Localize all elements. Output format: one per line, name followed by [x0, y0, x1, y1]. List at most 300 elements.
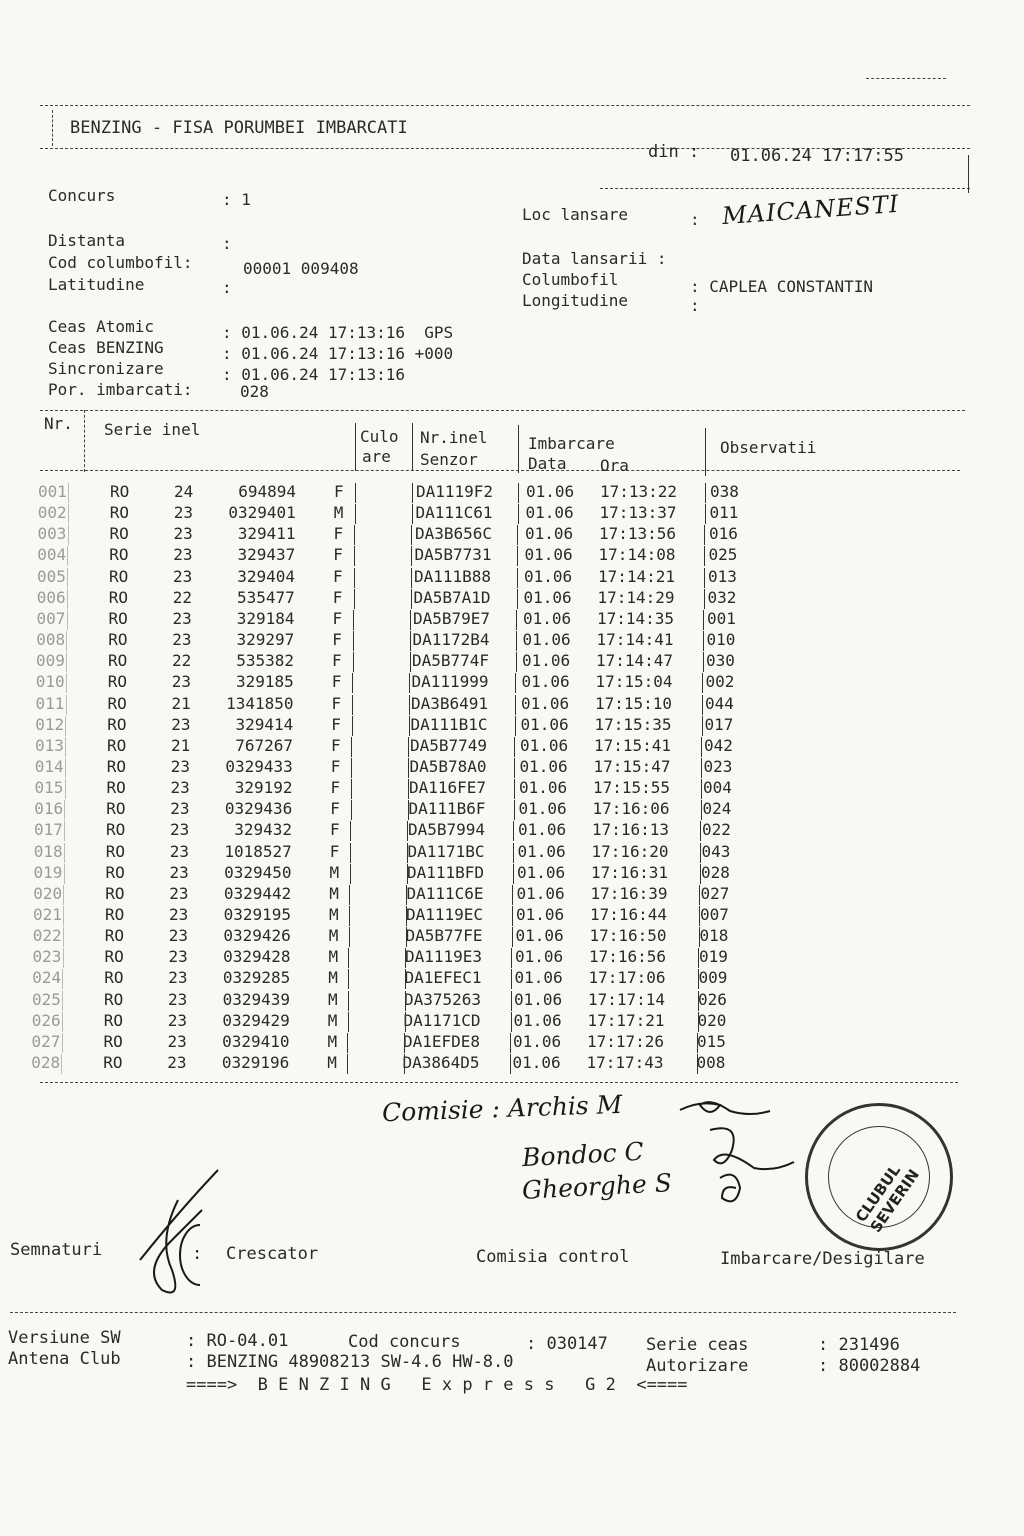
row-year: 23 [168, 968, 188, 988]
columbofil-value: : CAPLEA CONSTANTIN [690, 277, 874, 296]
row-time: 17:16:39 [590, 883, 668, 903]
commission-line-2: Bondoc C [521, 1136, 645, 1173]
row-number: 018 [33, 841, 63, 861]
row-sensor-id: DA111C6E [406, 883, 484, 903]
row-observatii: 007 [700, 905, 729, 924]
row-observatii: 025 [708, 545, 738, 565]
print-timestamp: 01.06.24 17:17:55 [730, 146, 904, 166]
loc-lansare-handwritten: MAICANESTI [721, 189, 901, 231]
row-time: 17:15:55 [593, 778, 671, 798]
row-year: 23 [169, 862, 189, 882]
row-year: 21 [171, 735, 191, 755]
row-sensor-id: DA5B7994 [408, 820, 486, 840]
row-observatii: 019 [699, 947, 728, 967]
row-year: 23 [169, 905, 189, 924]
row-country: RO [103, 1053, 123, 1073]
row-year: 23 [170, 778, 190, 798]
row-number: 005 [37, 566, 66, 586]
row-country: RO [105, 862, 125, 882]
row-sex: M [329, 883, 339, 903]
row-sex: F [330, 756, 341, 776]
row-country: RO [109, 566, 129, 586]
row-date: 01.06 [514, 989, 563, 1009]
row-date: 01.06 [525, 524, 574, 544]
row-year: 23 [170, 820, 190, 840]
row-ring-number: 0329195 [223, 905, 291, 924]
latitudine-value: : [222, 278, 232, 297]
row-time: 17:14:47 [596, 651, 674, 671]
row-sensor-id: DA1EFEC1 [404, 968, 482, 988]
row-sensor-id: DA111B1C [410, 714, 488, 734]
row-sensor-id: DA1119F2 [416, 482, 494, 501]
distanta-label: Distanta [48, 231, 126, 250]
row-number: 026 [31, 1010, 61, 1030]
distanta-value: : [222, 234, 232, 253]
row-observatii: 030 [706, 651, 735, 671]
row-ring-number: 767267 [235, 735, 293, 755]
row-date: 01.06 [522, 630, 571, 650]
row-time: 17:14:21 [598, 566, 676, 586]
antena-value: : BENZING 48908213 SW-4.6 HW-8.0 [186, 1352, 514, 1372]
autorizare-value: : 80002884 [818, 1356, 921, 1376]
row-time: 17:16:31 [591, 862, 669, 882]
row-time: 17:17:43 [586, 1053, 664, 1073]
row-observatii: 026 [698, 989, 727, 1009]
row-date: 01.06 [519, 778, 568, 798]
row-sex: F [331, 735, 341, 755]
row-date: 01.06 [512, 1053, 561, 1073]
crescator-label: Crescator [226, 1244, 319, 1264]
loc-lansare-colon: : [690, 210, 700, 229]
row-time: 17:14:35 [597, 608, 675, 628]
row-sensor-id: DA1119EC [406, 905, 484, 924]
header-culoare-2: are [362, 447, 391, 466]
row-date: 01.06 [515, 926, 564, 946]
row-date: 01.06 [517, 862, 566, 882]
row-date: 01.06 [513, 1010, 562, 1030]
row-country: RO [109, 524, 129, 544]
row-country: RO [104, 926, 125, 946]
row-observatii: 038 [710, 482, 739, 501]
row-sex: F [333, 545, 343, 565]
row-date: 01.06 [514, 968, 563, 988]
ceas-atomic-value: : 01.06.24 17:13:16 GPS [222, 323, 454, 342]
row-time: 17:15:10 [595, 693, 673, 713]
row-ring-number: 329297 [236, 630, 295, 650]
row-time: 17:16:20 [591, 841, 669, 861]
row-time: 17:13:22 [600, 482, 678, 501]
row-year: 23 [173, 503, 194, 523]
row-number: 012 [35, 714, 65, 734]
row-sensor-id: DA5B78A0 [409, 756, 487, 776]
sincronizare-value: : 01.06.24 17:13:16 [222, 365, 406, 384]
row-ring-number: 329411 [237, 524, 296, 544]
ceas-atomic-label: Ceas Atomic [48, 317, 154, 336]
row-ring-number: 0329436 [224, 799, 293, 819]
row-date: 01.06 [515, 947, 564, 967]
row-year: 23 [170, 756, 191, 776]
semnaturi-colon: : [192, 1244, 203, 1264]
serie-ceas-label: Serie ceas [646, 1335, 749, 1355]
header-nr-inel-2: Senzor [420, 450, 478, 469]
row-date: 01.06 [516, 883, 565, 903]
row-year: 21 [171, 693, 191, 713]
row-country: RO [104, 989, 124, 1009]
row-number: 015 [34, 778, 64, 798]
row-sex: M [328, 947, 339, 967]
row-sensor-id: DA5B7749 [410, 735, 488, 755]
row-year: 23 [172, 630, 192, 650]
row-ring-number: 0329401 [228, 503, 296, 523]
row-date: 01.06 [521, 672, 570, 692]
cod-concurs-value: : 030147 [526, 1334, 608, 1354]
row-sensor-id: DA111BFD [407, 862, 485, 882]
row-date: 01.06 [524, 545, 573, 565]
row-country: RO [108, 608, 128, 628]
row-number: 008 [36, 630, 66, 650]
row-observatii: 017 [704, 714, 734, 734]
row-observatii: 001 [707, 608, 736, 628]
cod-columbofil-label: Cod columbofil: [48, 253, 193, 272]
porumbei-imbarcati-value: 028 [240, 382, 269, 401]
row-sensor-id: DA111C61 [415, 503, 493, 523]
row-number: 020 [33, 883, 63, 903]
row-observatii: 016 [709, 524, 738, 544]
row-sensor-id: DA1171BC [407, 841, 485, 861]
semnaturi-label: Semnaturi [10, 1240, 103, 1260]
row-observatii: 023 [703, 756, 733, 776]
row-sensor-id: DA5B77FE [405, 926, 483, 946]
row-sensor-id: DA3B656C [415, 524, 493, 544]
row-sex: F [329, 841, 340, 861]
document-title: BENZING - FISA PORUMBEI IMBARCATI [70, 118, 408, 138]
row-year: 23 [172, 608, 192, 628]
row-date: 01.06 [521, 693, 570, 713]
row-sensor-id: DA3B6491 [411, 693, 489, 713]
row-sex: M [333, 503, 344, 523]
row-country: RO [105, 905, 125, 924]
row-ring-number: 329404 [237, 566, 295, 586]
row-sensor-id: DA375263 [404, 989, 482, 1009]
row-sensor-id: DA1171CD [403, 1010, 481, 1030]
row-year: 23 [169, 841, 190, 861]
row-ring-number: 329437 [237, 545, 296, 565]
row-ring-number: 0329429 [222, 1010, 290, 1030]
row-number: 014 [34, 756, 64, 776]
ceas-benzing-value: : 01.06.24 17:13:16 +000 [222, 344, 454, 363]
header-nr: Nr. [44, 414, 73, 433]
row-sex: F [330, 778, 341, 798]
row-country: RO [105, 841, 126, 861]
data-lansarii-label: Data lansarii : [522, 249, 667, 268]
header-nr-inel-1: Nr.inel [420, 428, 488, 447]
concurs-value: : 1 [222, 190, 251, 209]
row-country: RO [104, 947, 124, 967]
row-country: RO [105, 883, 125, 903]
row-time: 17:15:47 [593, 756, 671, 776]
row-number: 019 [33, 862, 63, 882]
row-country: RO [108, 651, 128, 671]
row-country: RO [106, 799, 126, 819]
footer-top-rule [10, 1312, 956, 1313]
row-country: RO [110, 482, 130, 501]
row-sex: M [328, 989, 338, 1009]
row-ring-number: 1018527 [224, 841, 292, 861]
row-number: 022 [32, 926, 62, 946]
row-sex: F [334, 482, 344, 501]
row-number: 002 [37, 503, 67, 523]
row-sex: M [329, 862, 340, 882]
row-ring-number: 329192 [234, 778, 293, 798]
serie-ceas-value: : 231496 [818, 1335, 900, 1355]
row-country: RO [106, 778, 126, 798]
row-year: 23 [168, 989, 188, 1009]
row-ring-number: 329185 [235, 672, 294, 692]
header-ora: Ora [600, 456, 629, 475]
row-sex: F [332, 587, 343, 607]
row-observatii: 010 [706, 630, 736, 650]
imbarcare-desigilare-label: Imbarcare/Desigilare [720, 1249, 925, 1269]
row-date: 01.06 [517, 841, 566, 861]
row-observatii: 013 [708, 566, 737, 586]
row-sex: F [333, 566, 343, 586]
row-date: 01.06 [526, 482, 575, 501]
row-time: 17:15:04 [595, 672, 673, 692]
row-sensor-id: DA5B7731 [414, 545, 492, 565]
row-time: 17:13:56 [599, 524, 677, 544]
row-observatii: 002 [705, 672, 735, 692]
row-sensor-id: DA111B6F [408, 799, 486, 819]
latitudine-label: Latitudine [48, 275, 145, 294]
row-sex: F [332, 630, 342, 650]
commission-line-1: Comisie : Archis M [381, 1089, 623, 1128]
porumbei-imbarcati-label: Por. imbarcati: [48, 380, 193, 399]
stamp-center-text: CLUBUL SEVERIN [851, 1161, 923, 1236]
row-sex: F [331, 693, 342, 713]
row-ring-number: 535477 [236, 587, 295, 607]
row-sex: M [327, 1053, 337, 1073]
row-time: 17:17:06 [588, 968, 666, 988]
row-number: 011 [35, 693, 65, 713]
row-country: RO [103, 1010, 124, 1030]
row-observatii: 043 [701, 841, 731, 861]
row-sex: M [327, 1010, 338, 1030]
row-time: 17:15:41 [594, 735, 672, 755]
antena-label: Antena Club [8, 1349, 121, 1369]
row-ring-number: 0329196 [221, 1053, 290, 1073]
row-observatii: 042 [704, 735, 733, 755]
row-sensor-id: DA111B88 [414, 566, 492, 586]
header-culoare-1: Culo [360, 427, 399, 446]
row-number: 017 [34, 820, 63, 840]
row-observatii: 028 [701, 862, 730, 882]
row-number: 025 [32, 989, 61, 1009]
row-sex: F [330, 799, 340, 819]
row-time: 17:15:35 [594, 714, 672, 734]
row-number: 004 [37, 545, 67, 565]
row-time: 17:13:37 [599, 503, 677, 523]
row-year: 23 [173, 545, 193, 565]
row-number: 023 [32, 947, 62, 967]
versiune-label: Versiune SW [8, 1328, 121, 1348]
row-country: RO [107, 693, 127, 713]
row-number: 006 [36, 587, 66, 607]
row-country: RO [106, 820, 126, 840]
row-time: 17:14:29 [597, 587, 675, 607]
row-ring-number: 0329428 [223, 947, 291, 967]
row-year: 23 [173, 566, 193, 586]
row-observatii: 011 [709, 503, 739, 523]
row-observatii: 018 [699, 926, 729, 946]
row-ring-number: 535382 [236, 651, 294, 671]
cod-columbofil-value: 00001 009408 [243, 259, 359, 278]
row-date: 01.06 [522, 651, 571, 671]
row-year: 22 [172, 587, 193, 607]
commission-line-3: Gheorghe S [521, 1168, 673, 1205]
row-year: 23 [167, 1010, 188, 1030]
row-country: RO [103, 1031, 123, 1051]
row-observatii: 032 [707, 587, 737, 607]
row-sensor-id: DA5B774F [412, 651, 490, 671]
row-number: 003 [37, 524, 67, 544]
row-observatii: 027 [700, 883, 730, 903]
row-observatii: 008 [696, 1053, 726, 1073]
row-number: 013 [35, 735, 64, 755]
row-sensor-id: DA1119E3 [405, 947, 483, 967]
row-country: RO [108, 630, 128, 650]
row-sex: F [332, 651, 342, 671]
row-country: RO [104, 968, 124, 988]
row-date: 01.06 [520, 735, 569, 755]
row-ring-number: 329432 [234, 820, 292, 840]
sincronizare-label: Sincronizare [48, 359, 164, 378]
row-sensor-id: DA116FE7 [409, 778, 487, 798]
row-number: 016 [34, 799, 64, 819]
row-ring-number: 0329433 [225, 756, 293, 776]
ceas-benzing-label: Ceas BENZING [48, 338, 164, 357]
row-time: 17:16:44 [590, 905, 668, 924]
comisia-control-label: Comisia control [476, 1247, 630, 1267]
row-number: 028 [31, 1053, 61, 1073]
longitudine-value: : [690, 296, 700, 315]
row-number: 027 [31, 1031, 61, 1051]
row-country: RO [107, 714, 127, 734]
row-sensor-id: DA1172B4 [412, 630, 490, 650]
header-imbarcare: Imbarcare [528, 434, 615, 453]
row-sex: F [333, 524, 344, 544]
row-date: 01.06 [520, 714, 569, 734]
row-date: 01.06 [516, 905, 565, 924]
row-sensor-id: DA5B79E7 [413, 608, 491, 628]
benzing-express-banner: ====> B E N Z I N G E x p r e s s G 2 <==== [186, 1375, 688, 1395]
row-year: 23 [167, 1031, 187, 1051]
row-number: 009 [36, 651, 65, 671]
row-year: 24 [174, 482, 194, 501]
row-date: 01.06 [518, 799, 567, 819]
row-time: 17:16:50 [589, 926, 667, 946]
row-country: RO [109, 503, 130, 523]
row-time: 17:17:26 [587, 1031, 665, 1051]
row-year: 23 [168, 947, 188, 967]
row-observatii: 015 [697, 1031, 726, 1051]
row-number: 010 [35, 672, 65, 692]
row-ring-number: 1341850 [226, 693, 294, 713]
row-number: 024 [32, 968, 62, 988]
row-date: 01.06 [523, 608, 572, 628]
row-ring-number: 694894 [238, 482, 296, 501]
row-year: 23 [167, 1053, 187, 1073]
row-country: RO [106, 756, 127, 776]
columbofil-label: Columbofil [522, 270, 619, 289]
row-number: 007 [36, 608, 66, 628]
row-sex: M [327, 1031, 338, 1051]
row-observatii: 020 [697, 1010, 727, 1030]
row-ring-number: 0329442 [223, 883, 292, 903]
row-date: 01.06 [525, 503, 574, 523]
row-sensor-id: DA1EFDE8 [403, 1031, 481, 1051]
row-observatii: 009 [698, 968, 728, 988]
row-sex: M [328, 926, 339, 946]
row-ring-number: 0329285 [222, 968, 291, 988]
concurs-label: Concurs [48, 186, 116, 205]
row-country: RO [107, 672, 128, 692]
row-observatii: 004 [703, 778, 732, 798]
row-time: 17:17:14 [588, 989, 666, 1009]
versiune-value: : RO-04.01 [186, 1331, 289, 1351]
row-observatii: 044 [705, 693, 734, 713]
row-ring-number: 329414 [235, 714, 294, 734]
header-data: Data [528, 454, 567, 473]
autorizare-label: Autorizare [646, 1356, 749, 1376]
row-sex: F [332, 608, 343, 628]
longitudine-label: Longitudine [522, 291, 628, 310]
row-number: 021 [33, 905, 62, 924]
row-ring-number: 0329439 [222, 989, 290, 1009]
row-date: 01.06 [518, 820, 567, 840]
row-date: 01.06 [523, 587, 572, 607]
row-number: 001 [38, 482, 67, 501]
row-time: 17:16:13 [592, 820, 670, 840]
row-sex: M [329, 905, 339, 924]
header-serie-inel: Serie inel [104, 420, 201, 439]
row-year: 23 [171, 714, 191, 734]
row-country: RO [109, 545, 129, 565]
row-observatii: 024 [702, 799, 732, 819]
row-time: 17:14:08 [598, 545, 676, 565]
row-time: 17:16:56 [589, 947, 667, 967]
row-time: 17:17:21 [587, 1010, 665, 1030]
row-country: RO [108, 587, 129, 607]
row-ring-number: 0329450 [224, 862, 292, 882]
date-label: din : [648, 142, 700, 162]
row-date: 01.06 [513, 1031, 562, 1051]
row-observatii: 022 [702, 820, 731, 840]
row-sensor-id: DA3864D5 [402, 1053, 480, 1073]
row-time: 17:14:41 [596, 630, 674, 650]
cod-concurs-label: Cod concurs [348, 1332, 461, 1352]
row-ring-number: 329184 [236, 608, 295, 628]
row-time: 17:16:06 [592, 799, 670, 819]
row-year: 22 [172, 651, 192, 671]
row-sex: F [330, 820, 340, 840]
row-ring-number: 0329410 [222, 1031, 290, 1051]
row-date: 01.06 [519, 756, 568, 776]
row-sensor-id: DA5B7A1D [413, 587, 491, 607]
row-sensor-id: DA111999 [411, 672, 489, 692]
row-sex: F [331, 672, 342, 692]
row-year: 23 [173, 524, 193, 544]
row-date: 01.06 [524, 566, 573, 586]
